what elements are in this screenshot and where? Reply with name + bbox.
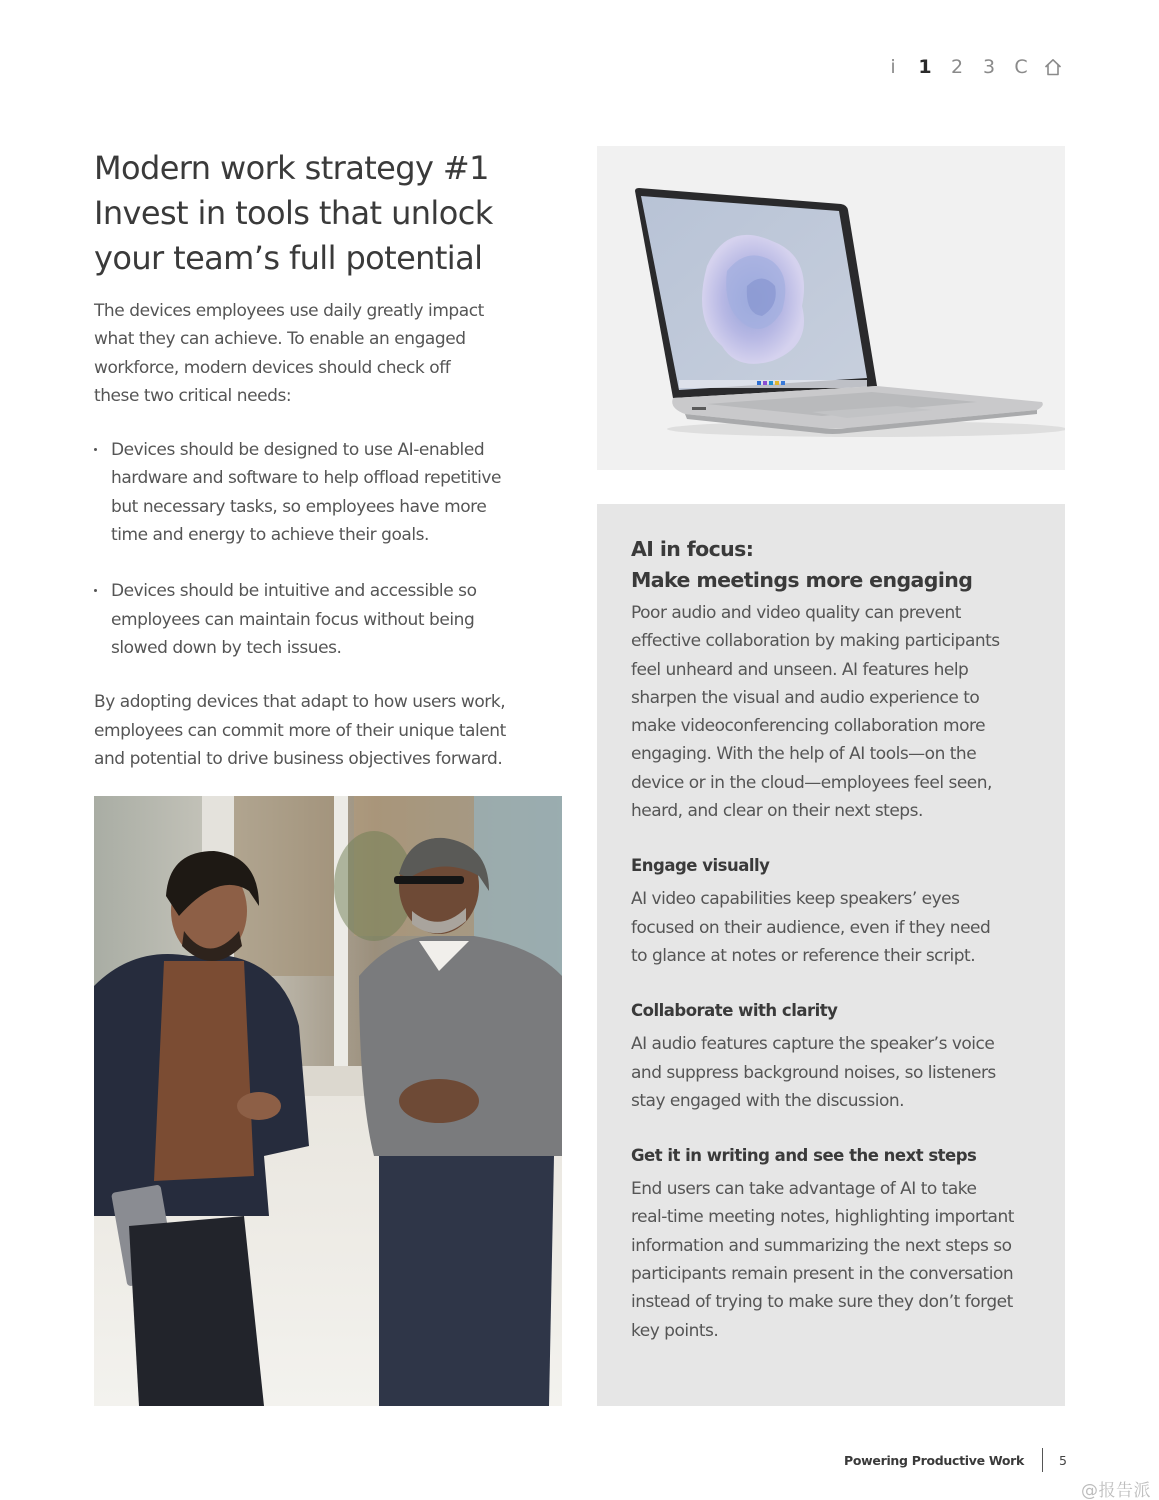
laptop-illustration xyxy=(597,146,1065,470)
home-icon xyxy=(1043,57,1063,77)
section-next-steps xyxy=(631,1143,1045,1345)
ai-in-focus-box xyxy=(597,504,1065,1406)
text-line: time and energy to achieve their goals. xyxy=(111,525,430,546)
nav-item-conclusion[interactable]: C xyxy=(1014,56,1028,78)
title-line: Modern work strategy #1 xyxy=(94,149,489,187)
text-line: and potential to drive business objectives forward. xyxy=(94,748,503,769)
text-line: what they can achieve. To enable an engaged xyxy=(94,329,466,350)
title-line: AI in focus: xyxy=(631,537,754,561)
bullet-icon xyxy=(94,448,97,451)
text-line: heard, and clear on their next steps. xyxy=(631,801,923,822)
text-line: feel unheard and unseen. AI features help xyxy=(631,659,969,680)
text-line: focused on their audience, even if they need xyxy=(631,917,991,938)
laptop-product-image xyxy=(597,146,1065,470)
footer-divider xyxy=(1042,1448,1043,1472)
title-line: your team’s full potential xyxy=(94,239,483,277)
text-line: information and summarizing the next steps so xyxy=(631,1235,1012,1256)
list-item xyxy=(94,436,534,549)
nav-item-3[interactable]: 3 xyxy=(982,56,996,78)
ai-box-title xyxy=(631,534,1045,596)
watermark: @报告派 xyxy=(1081,1481,1151,1500)
page-navigation xyxy=(877,54,1069,80)
document-title: Powering Productive Work xyxy=(844,1452,1025,1468)
photo-illustration xyxy=(94,796,562,1406)
bullet-icon xyxy=(94,589,97,592)
text-line: Devices should be designed to use AI-enabled xyxy=(111,440,485,461)
nav-item-1[interactable]: 1 xyxy=(918,56,932,78)
section-text xyxy=(631,1030,1045,1115)
nav-item-intro[interactable]: i xyxy=(890,56,896,78)
text-line: AI video capabilities keep speakers’ eyes xyxy=(631,889,960,910)
section-collaborate-clarity xyxy=(631,998,1045,1115)
ai-box-intro xyxy=(631,599,1045,825)
text-line: employees can maintain focus without being xyxy=(111,609,475,630)
people-walking-photo xyxy=(94,796,562,1406)
text-line: End users can take advantage of AI to take xyxy=(631,1179,977,1200)
text-line: device or in the cloud—employees feel seen, xyxy=(631,772,992,793)
text-line: hardware and software to help offload repetitive xyxy=(111,468,502,489)
text-line: key points. xyxy=(631,1320,719,1341)
text-line: effective collaboration by making participants xyxy=(631,631,1000,652)
text-line: and suppress background noises, so listeners xyxy=(631,1062,996,1083)
section-heading: Get it in writing and see the next steps xyxy=(631,1146,977,1166)
text-line: slowed down by tech issues. xyxy=(111,637,342,658)
section-heading: Engage visually xyxy=(631,856,770,876)
intro-paragraph xyxy=(94,297,534,410)
page-title xyxy=(94,146,534,281)
page-number: 5 xyxy=(1059,1452,1067,1468)
text-line: engaging. With the help of AI tools—on the xyxy=(631,744,977,765)
text-line: Devices should be intuitive and accessible so xyxy=(111,581,477,602)
text-line: make videoconferencing collaboration more xyxy=(631,716,986,737)
title-line: Invest in tools that unlock xyxy=(94,194,493,232)
text-line: By adopting devices that adapt to how users work, xyxy=(94,692,506,713)
needs-list xyxy=(94,436,534,662)
list-item xyxy=(94,577,534,662)
bullet-text xyxy=(111,436,534,549)
section-heading: Collaborate with clarity xyxy=(631,1001,838,1021)
text-line: Poor audio and video quality can prevent xyxy=(631,603,961,623)
text-line: these two critical needs: xyxy=(94,385,292,406)
text-line: but necessary tasks, so employees have more xyxy=(111,496,487,517)
text-line: AI audio features capture the speaker’s voice xyxy=(631,1034,995,1055)
nav-item-2[interactable]: 2 xyxy=(950,56,964,78)
closing-paragraph xyxy=(94,688,534,773)
text-line: workforce, modern devices should check off xyxy=(94,357,451,378)
page-footer xyxy=(844,1448,1067,1472)
title-line: Make meetings more engaging xyxy=(631,568,973,592)
section-engage-visually xyxy=(631,853,1045,970)
text-line: instead of trying to make sure they don’t forget xyxy=(631,1292,1013,1313)
text-line: participants remain present in the conversation xyxy=(631,1264,1014,1285)
text-line: sharpen the visual and audio experience to xyxy=(631,687,980,708)
text-line: real-time meeting notes, highlighting important xyxy=(631,1207,1014,1228)
text-line: to glance at notes or reference their script. xyxy=(631,945,976,966)
text-line: The devices employees use daily greatly impact xyxy=(94,301,484,321)
text-line: stay engaged with the discussion. xyxy=(631,1090,905,1111)
left-column xyxy=(94,146,534,773)
home-button[interactable] xyxy=(1037,54,1069,80)
bullet-text xyxy=(111,577,534,662)
section-text xyxy=(631,1175,1045,1345)
section-text xyxy=(631,885,1045,970)
text-line: employees can commit more of their unique talent xyxy=(94,720,506,741)
